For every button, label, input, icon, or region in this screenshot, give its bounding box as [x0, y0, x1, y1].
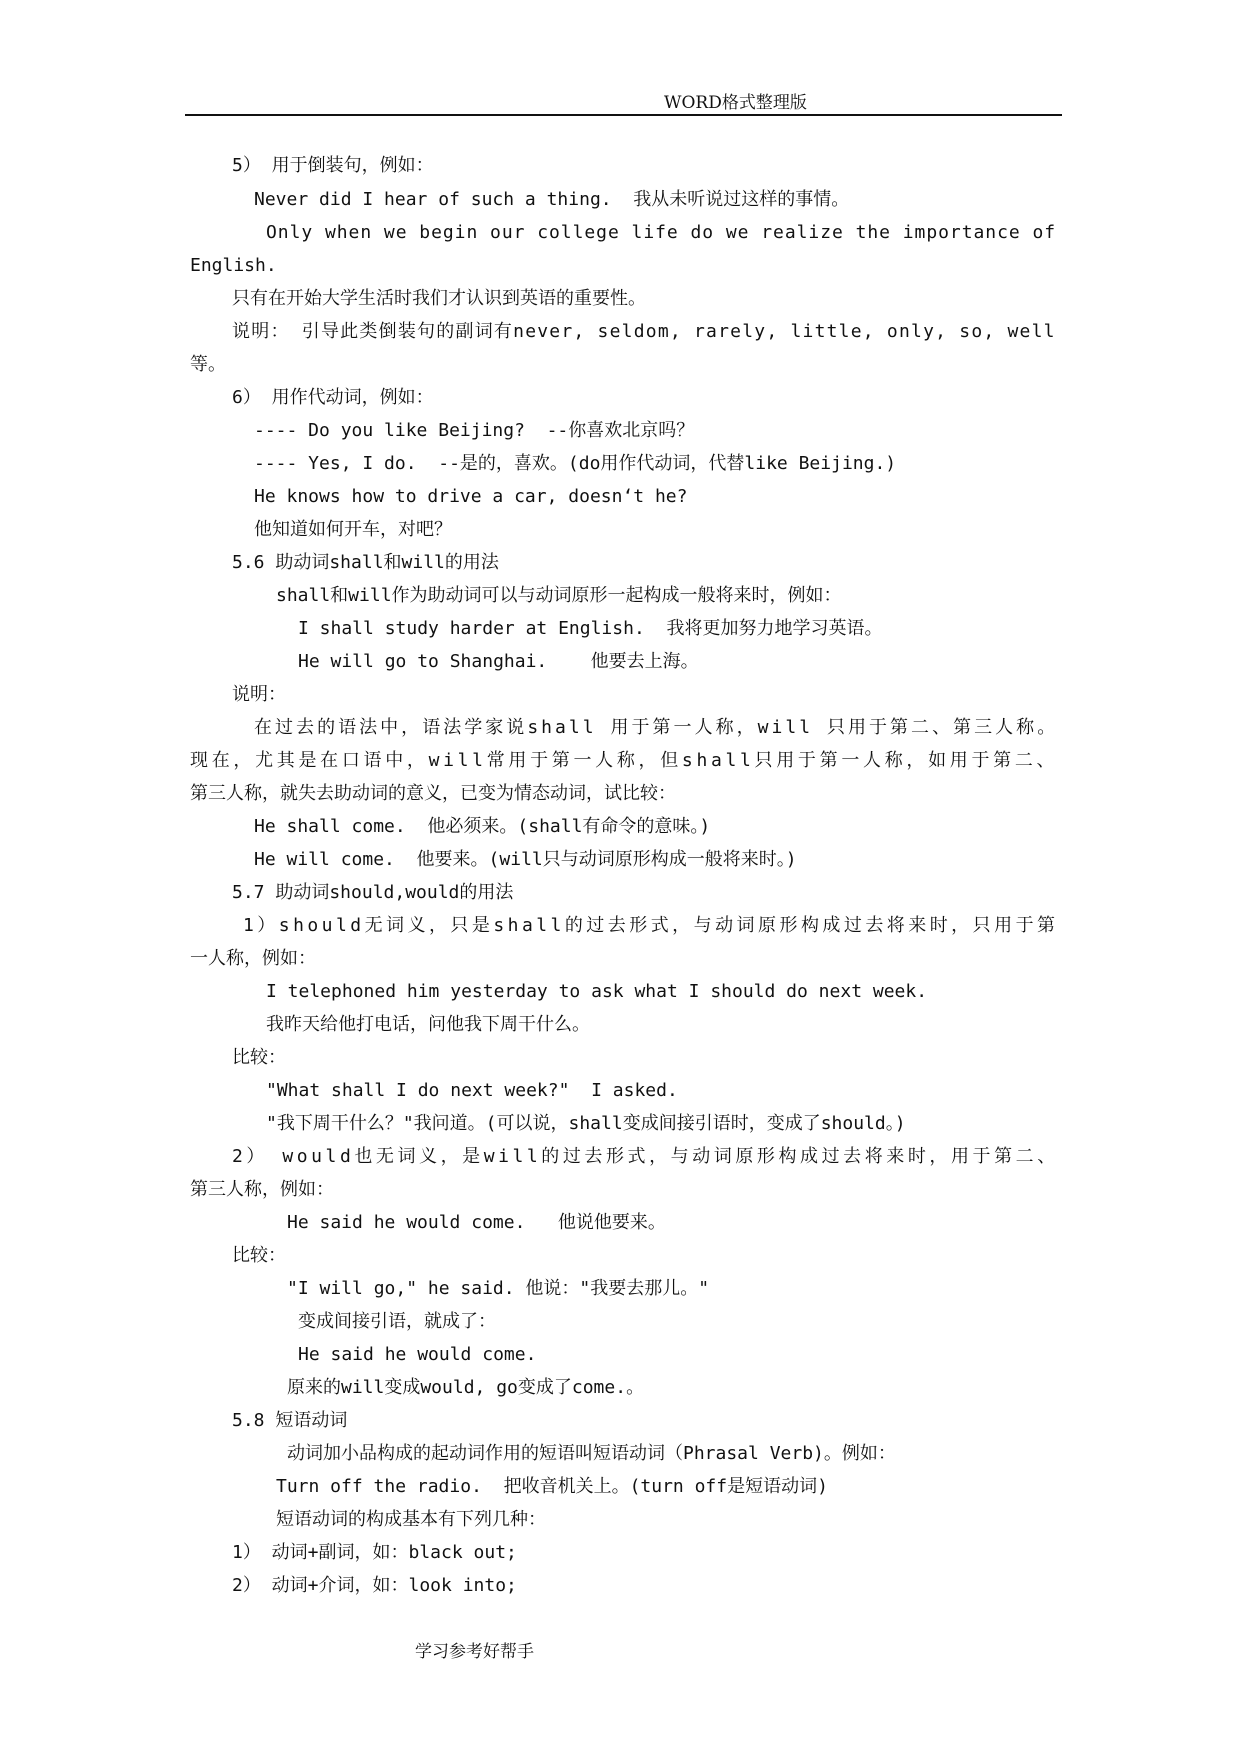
text-line: 我昨天给他打电话，问他我下周干什么。	[266, 1014, 590, 1035]
text-line: 5.7 助动词should,would的用法	[232, 882, 514, 903]
text-line: Only when we begin our college life do we realize the importance of	[266, 222, 1057, 243]
text-line: English.	[190, 255, 277, 276]
text-line: 2） 动词+介词，如：look into;	[232, 1575, 517, 1596]
text-line: 只有在开始大学生活时我们才认识到英语的重要性。	[232, 288, 646, 309]
text-line: ---- Yes, I do. --是的，喜欢。(do用作代动词，代替like Beijing.)	[254, 453, 897, 474]
text-line: 说明： 引导此类倒装句的副词有never, seldom, rarely, little, only, so, well	[232, 321, 1056, 342]
text-line: He will come. 他要来。(will只与动词原形构成一般将来时。)	[254, 849, 797, 870]
text-line: 5） 用于倒装句，例如：	[232, 155, 434, 176]
text-line: 5.8 短语动词	[232, 1410, 348, 1431]
text-line: Turn off the radio. 把收音机关上。(turn off是短语动词)	[276, 1476, 828, 1497]
text-line: 等。	[190, 354, 226, 375]
text-line: 第三人称，例如：	[190, 1179, 334, 1200]
text-line: 变成间接引语，就成了：	[298, 1311, 496, 1332]
text-line: 他知道如何开车，对吧？	[254, 519, 452, 540]
text-line: He knows how to drive a car, doesn‘t he?	[254, 486, 688, 507]
text-line: I shall study harder at English. 我将更加努力地学习英语。	[298, 618, 883, 639]
text-line: 5.6 助动词shall和will的用法	[232, 552, 499, 573]
text-line: 1） 动词+副词，如：black out;	[232, 1542, 517, 1563]
header-rule	[185, 114, 1062, 116]
text-line: He said he would come.	[298, 1344, 537, 1365]
text-line: "我下周干什么？"我问道。(可以说，shall变成间接引语时，变成了should。)	[266, 1113, 906, 1134]
text-line: 第三人称，就失去助动词的意义，已变为情态动词，试比较：	[190, 783, 676, 804]
text-line: ---- Do you like Beijing? --你喜欢北京吗？	[254, 420, 695, 441]
text-line: 2） would也无词义，是will的过去形式，与动词原形构成过去将来时，用于第二、	[232, 1146, 1059, 1167]
page-header: WORD格式整理版	[664, 93, 807, 113]
text-line: 一人称，例如：	[190, 948, 316, 969]
text-line: 短语动词的构成基本有下列几种：	[276, 1509, 546, 1530]
text-line: I telephoned him yesterday to ask what I should do next week.	[266, 981, 928, 1002]
text-line: 说明：	[232, 684, 286, 705]
text-line: 原来的will变成would, go变成了come.。	[287, 1377, 645, 1398]
text-line: 比较：	[232, 1245, 286, 1266]
text-line: shall和will作为助动词可以与动词原形一起构成一般将来时，例如：	[276, 585, 842, 606]
text-line: He will go to Shanghai. 他要去上海。	[298, 651, 699, 672]
text-line: 在过去的语法中，语法学家说shall 用于第一人称，will 只用于第二、第三人称。	[254, 717, 1059, 738]
text-line: "I will go," he said. 他说："我要去那儿。"	[287, 1278, 710, 1299]
text-line: 1）should无词义，只是shall的过去形式，与动词原形构成过去将来时，只用于第	[243, 915, 1059, 936]
text-line: Never did I hear of such a thing. 我从未听说过这样的事情。	[254, 189, 850, 210]
text-line: 6） 用作代动词，例如：	[232, 387, 434, 408]
text-line: "What shall I do next week?" I asked.	[266, 1080, 678, 1101]
page-footer: 学习参考好帮手	[415, 1642, 534, 1662]
text-line: 比较：	[232, 1047, 286, 1068]
text-line: He shall come. 他必须来。(shall有命令的意味。)	[254, 816, 711, 837]
text-line: 现在，尤其是在口语中，will常用于第一人称，但shall只用于第一人称，如用于第二、	[190, 750, 1059, 771]
text-line: 动词加小品构成的起动词作用的短语叫短语动词（Phrasal Verb)。例如：	[287, 1443, 896, 1464]
text-line: He said he would come. 他说他要来。	[287, 1212, 666, 1233]
